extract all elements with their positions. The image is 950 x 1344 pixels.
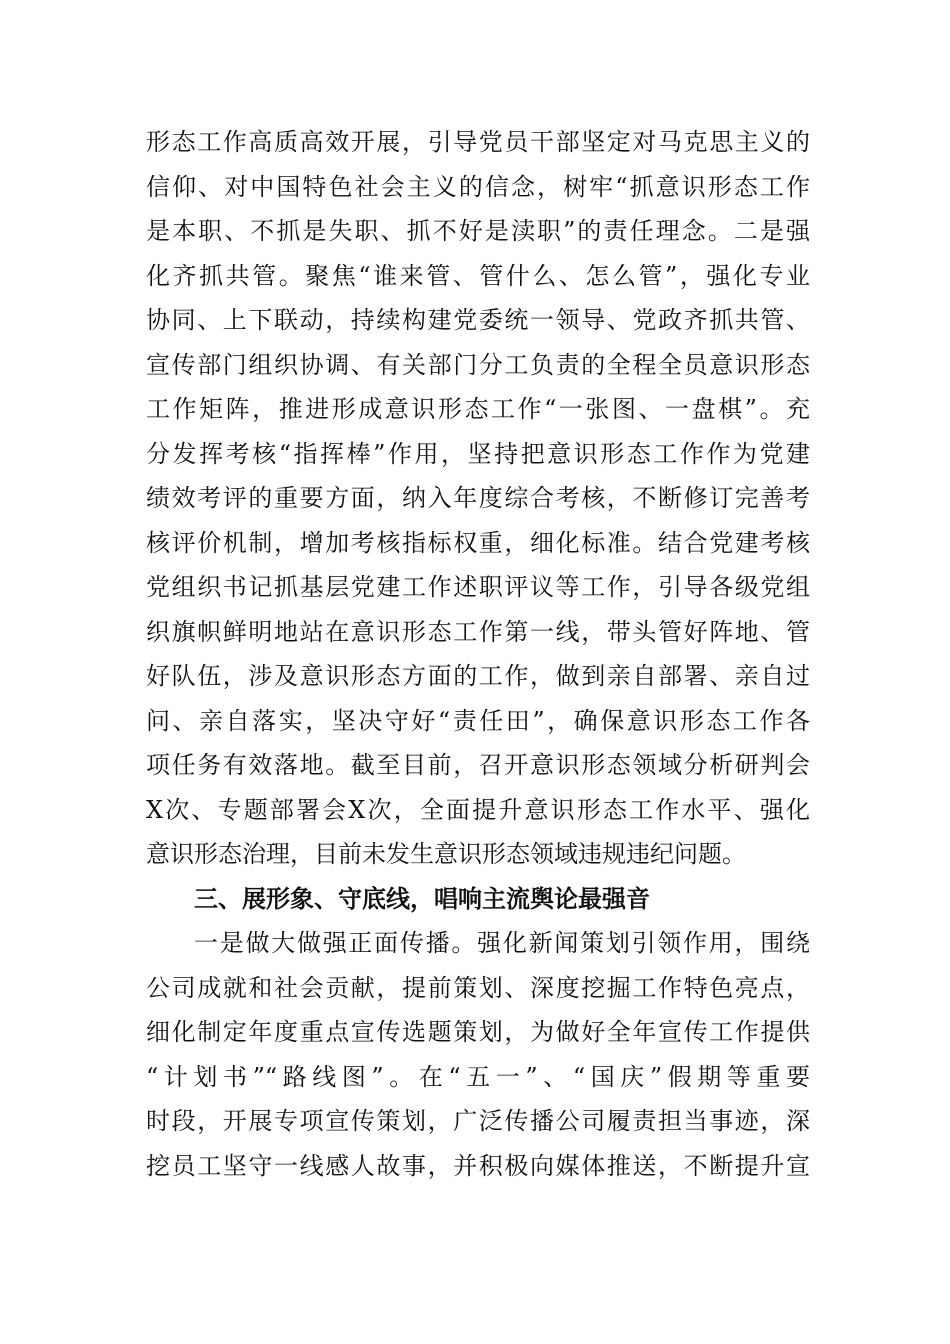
text-line: 分发挥考核“指挥棒”作用，坚持把意识形态工作作为党建 (146, 439, 810, 468)
text-line: 意识形态治理，目前未发生意识形态领域违规违纪问题。 (146, 840, 746, 868)
text-line: 核评价机制，增加考核指标权重，细化标准。结合党建考核 (146, 528, 810, 557)
paragraph-1 (146, 120, 810, 877)
text-line: 时段，开展专项宣传策划，广泛传播公司履责担当事迹，深 (146, 1107, 810, 1135)
text-line: 是本职、不抓是失职、抓不好是渎职”的责任理念。二是强 (146, 217, 810, 245)
document-body (146, 120, 810, 1188)
text-line: 形态工作高质高效开展，引导党员干部坚定对马克思主义的 (146, 128, 810, 156)
text-line: “计划书”“路线图”。在“五一”、“国庆”假期等重要 (146, 1062, 810, 1091)
text-line: 信仰、对中国特色社会主义的信念，树牢“抓意识形态工作 (146, 172, 810, 201)
text-line: 宣传部门组织协调、有关部门分工负责的全程全员意识形态 (146, 350, 810, 379)
text-line: 挖员工坚守一线感人故事，并积极向媒体推送，不断提升宣 (146, 1151, 810, 1180)
text-line: 绩效考评的重要方面，纳入年度综合考核，不断修订完善考 (146, 484, 810, 512)
text-line: 党组织书记抓基层党建工作述职评议等工作，引导各级党组 (146, 573, 810, 601)
text-line: 细化制定年度重点宣传选题策划，为做好全年宣传工作提供 (146, 1018, 810, 1046)
paragraph-2 (146, 921, 810, 1188)
text-line: 一是做大做强正面传播。强化新闻策划引领作用，围绕 (194, 929, 810, 957)
text-line: 协同、上下联动，持续构建党委统一领导、党政齐抓共管、 (146, 306, 810, 334)
text-line: 问、亲自落实，坚决守好“责任田”，确保意识形态工作各 (146, 706, 810, 735)
text-line: 工作矩阵，推进形成意识形态工作“一张图、一盘棋”。充 (146, 395, 810, 423)
text-line: 化齐抓共管。聚焦“谁来管、管什么、怎么管”，强化专业 (146, 261, 810, 290)
text-line: 项任务有效落地。截至目前，召开意识形态领域分析研判会 (146, 751, 810, 779)
text-line: 公司成就和社会贡献，提前策划、深度挖掘工作特色亮点， (146, 973, 810, 1002)
text-line: 织旗帜鲜明地站在意识形态工作第一线，带头管好阵地、管 (146, 617, 810, 646)
text-line: X次、专题部署会X次，全面提升意识形态工作水平、强化 (146, 795, 810, 824)
text-line: 好队伍，涉及意识形态方面的工作，做到亲自部署、亲自过 (146, 662, 810, 690)
section-heading: 三、展形象、守底线，唱响主流舆论最强音 (194, 883, 650, 913)
